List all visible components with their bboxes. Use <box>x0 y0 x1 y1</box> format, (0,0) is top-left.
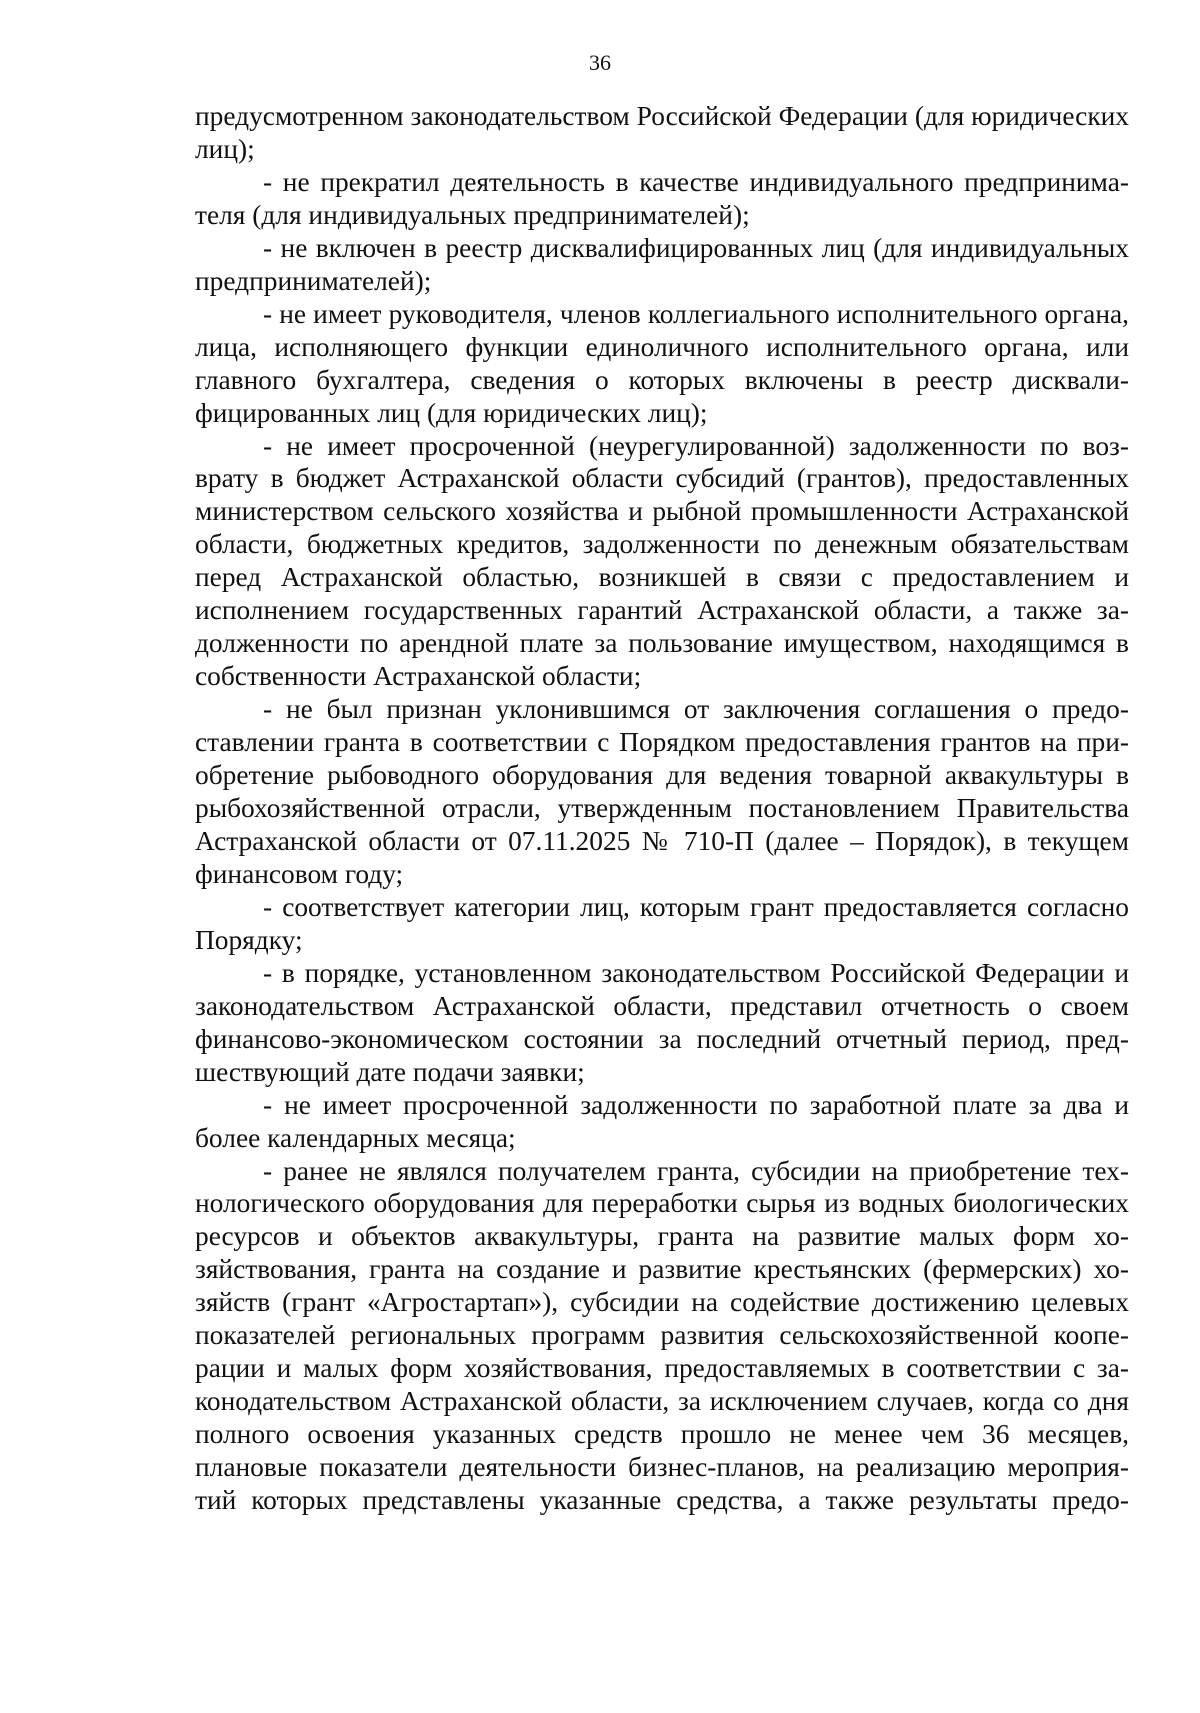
paragraph: - соответствует категории лиц, которым грант предоставляется согласно Порядку; <box>195 891 1129 955</box>
paragraph: - не прекратил деятельность в качестве индивидуального предпринимателя (для индивидуальных предпринимателей); <box>195 166 1129 230</box>
paragraph: - не имеет просроченной задолженности по заработной плате за два и более календарных месяца; <box>195 1089 1129 1153</box>
document-body <box>195 100 1129 1517</box>
paragraph: - не имеет просроченной (неурегулированной) задолженности по возврату в бюджет Астраханской области субсидий (грантов), предоставленных министерством сельского хозяйства и рыбной промышленности Астраханской области, бюджетных кредитов, задолженности по денежным обязательствам перед Астраханской областью, возникшей в связи с предоставлением и исполнением государственных гарантий Астраханской области, а также задолженности по арендной плате за пользование имуществом, находящимся в собственности Астраханской области; <box>195 430 1129 692</box>
paragraph: - в порядке, установленном законодательством Российской Федерации и законодательством Астраханской области, представил отчетность о своем финансово-экономическом состоянии за последний отчетный период, предшествующий дате подачи заявки; <box>195 957 1129 1087</box>
paragraph: предусмотренном законодательством Российской Федерации (для юридических лиц); <box>195 101 1129 164</box>
paragraph: - ранее не являлся получателем гранта, субсидии на приобретение технологического оборудования для переработки сырья из водных биологических ресурсов и объектов аквакультуры, гранта на развитие малых форм хозяйствования, гранта на создание и развитие крестьянских (фермерских) хозяйств (грант «Агростартап»), субсидии на содействие достижению целевых показателей региональных программ развития сельскохозяйственной кооперации и малых форм хозяйствования, предоставляемых в соответствии с законодательством Астраханской области, за исключением случаев, когда со дня полного освоения указанных средств прошло не менее чем 36 месяцев, плановые показатели деятельности бизнес-планов, на реализацию мероприятий которых представлены указанные средства, а также результаты предо- <box>195 1155 1129 1516</box>
paragraph: - не имеет руководителя, членов коллегиального исполнительного органа, лица, исполняющего функции единоличного исполнительного органа, или главного бухгалтера, сведения о которых включены в реестр дисквалифицированных лиц (для юридических лиц); <box>195 298 1129 428</box>
page-number: 36 <box>589 50 611 75</box>
paragraph: - не был признан уклонившимся от заключения соглашения о предоставлении гранта в соответствии с Порядком предоставления грантов на приобретение рыбоводного оборудования для ведения товарной аквакультуры в рыбохозяйственной отрасли, утвержденным постановлением Правительства Астраханской области от 07.11.2025 № 710-П (далее – Порядок), в текущем финансовом году; <box>195 694 1129 889</box>
paragraph: - не включен в реестр дисквалифицированных лиц (для индивидуальных предпринимателей); <box>195 232 1129 296</box>
